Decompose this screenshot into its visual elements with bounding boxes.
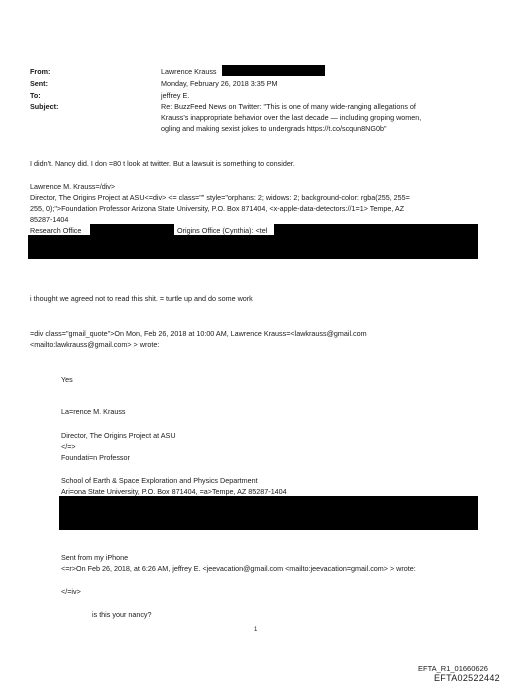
reply-text: I didn't. Nancy did. I don =80 t look at twitter. But a lawsuit is something to consider.	[30, 159, 295, 168]
question-text: is this your nancy?	[92, 610, 152, 619]
quoted-signature-director: Director, The Origins Project at ASU	[61, 431, 176, 440]
redaction-block	[59, 496, 478, 530]
signature-line-2: 255, 0);">Foundation Professor Arizona State University, P.O. Box 871404, <x-apple-data-detectors://1=1> Tempe, AZ	[30, 204, 405, 213]
subject-line-1: Re: BuzzFeed News on Twitter: "This is one of many wide-ranging allegations of	[161, 102, 416, 111]
quoted-signature-school: School of Earth & Space Exploration and Physics Department	[61, 476, 258, 485]
to-label: To:	[30, 91, 41, 100]
page-number: 1	[254, 627, 258, 633]
to-value: jeffrey E.	[161, 91, 190, 100]
sent-from: Sent from my iPhone	[61, 553, 129, 562]
redaction-block	[28, 235, 478, 259]
subject-line-2: Krauss's inappropriate behavior over the last decade — including groping women,	[161, 113, 422, 122]
quoted-signature-title: Foundati=n Professor	[61, 453, 130, 462]
origins-office-label: Origins Office (Cynthia): <tel	[177, 226, 268, 235]
quoted-signature-tag: </=>	[61, 442, 76, 451]
quoted-reply: Yes	[61, 375, 73, 384]
nested-quote-header: <=r>On Feb 26, 2018, at 6:26 AM, jeffrey E. <jeevacation@gmail.com <mailto:jeevacation=gmail.com> > wrote:	[61, 564, 416, 573]
redaction-block	[90, 224, 174, 235]
sent-label: Sent:	[30, 79, 48, 88]
quoted-signature-name: La=rence M. Krauss	[61, 407, 126, 416]
signature-line-1: Director, The Origins Project at ASU<=div> <= class="" style="orphans: 2; widows: 2; background-color: rgba(255, 255=	[30, 193, 410, 202]
quoted-signature-university: Ari=ona State University, P.O. Box 871404, =a>Tempe, AZ 85287-1404	[61, 487, 287, 496]
bates-number-1: EFTA_R1_01660626	[418, 664, 488, 673]
signature-line-3: 85287-1404	[30, 215, 69, 224]
redaction-block	[222, 65, 325, 76]
div-tag: </=iv>	[61, 587, 81, 596]
from-value: Lawrence Krauss	[161, 67, 217, 76]
sent-value: Monday, February 26, 2018 3:35 PM	[161, 79, 278, 88]
redaction-block	[274, 224, 478, 235]
subject-label: Subject:	[30, 102, 59, 111]
research-office-label: Research Office	[30, 226, 82, 235]
subject-line-3: ogling and making sexist jokes to undergrads https://t.co/scqun8NG0b"	[161, 124, 387, 133]
reply-text: i thought we agreed not to read this shit. = turtle up and do some work	[30, 294, 253, 303]
from-label: From:	[30, 67, 51, 76]
quote-header-line-2: <mailto:lawkrauss@gmail.com> > wrote:	[30, 340, 160, 349]
quote-header-line-1: =div class="gmail_quote">On Mon, Feb 26, 2018 at 10:00 AM, Lawrence Krauss=<lawkrauss@gmail.com	[30, 329, 367, 338]
signature-name: Lawrence M. Krauss=/div>	[30, 182, 116, 191]
bates-number-2: EFTA02522442	[434, 673, 500, 683]
